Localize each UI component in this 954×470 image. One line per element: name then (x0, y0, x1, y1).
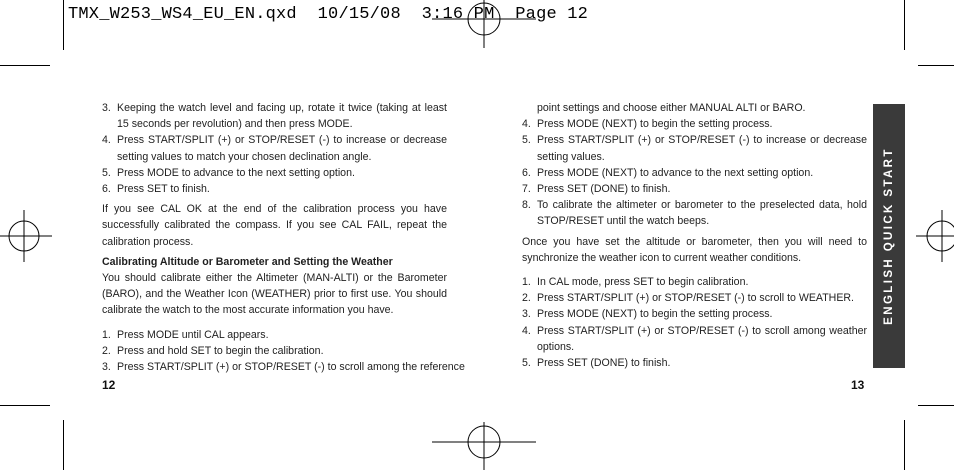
list-item (102, 165, 447, 181)
crop-mark (918, 405, 954, 406)
list-item (102, 343, 447, 359)
list-item-text: In CAL mode, press SET to begin calibration. (537, 276, 749, 289)
altitude-steps-list (102, 327, 465, 376)
crop-mark (63, 420, 64, 470)
left-page-column (102, 100, 465, 375)
registration-mark-right (916, 210, 954, 262)
list-item-number: 1. (522, 276, 531, 289)
right-page-column (522, 100, 867, 371)
list-item-text: Press MODE (NEXT) to begin the setting process. (537, 308, 773, 321)
list-item-number: 3. (102, 361, 111, 374)
list-item-number: 4. (522, 118, 531, 131)
compass-steps-list (102, 100, 447, 197)
list-item-number: 4. (522, 324, 531, 337)
list-item (522, 165, 867, 181)
crop-mark (918, 65, 954, 66)
list-item-number: 5. (102, 166, 111, 179)
list-item (522, 116, 867, 132)
crop-mark (0, 405, 50, 406)
list-item-text: Press SET (DONE) to finish. (537, 357, 671, 370)
crop-mark (904, 0, 905, 50)
list-item-text: Press SET (DONE) to finish. (537, 183, 671, 196)
list-item-number: 3. (102, 102, 111, 114)
page-number-right: 13 (851, 378, 865, 392)
page-number-left: 12 (102, 378, 116, 392)
list-item-text: Press MODE (NEXT) to begin the setting process. (537, 118, 773, 131)
list-item (102, 132, 447, 164)
list-item-text: To calibrate the altimeter or barometer to the preselected data, hold STOP/RESET until the watch beeps. (537, 199, 867, 228)
registration-mark-bottom (432, 420, 536, 470)
list-item-text: Press START/SPLIT (+) or STOP/RESET (-) to scroll among the reference (117, 361, 465, 374)
crop-mark (63, 0, 64, 50)
list-item-number: 3. (522, 308, 531, 321)
list-item-number: 7. (522, 183, 531, 196)
calibration-intro-paragraph: You should calibrate either the Altimeter (MAN-ALTI) or the Barometer (BARO), and the Weather Icon (WEATHER) prior to first use. You should calibrate the watch to the most accurate information you have. (102, 272, 447, 317)
list-item (102, 181, 447, 197)
list-item-text: Press START/SPLIT (+) or STOP/RESET (-) to increase or decrease setting values to match your chosen declination angle. (117, 134, 447, 163)
section-heading: Calibrating Altitude or Barometer and Setting the Weather (102, 255, 393, 268)
list-item-number: 6. (522, 166, 531, 179)
list-item-text: Press and hold SET to begin the calibration. (117, 344, 324, 357)
list-item-text: Press SET to finish. (117, 183, 210, 196)
list-item-number: 8. (522, 199, 531, 212)
calibration-result-paragraph: If you see CAL OK at the end of the calibration process you have successfully calibrated the compass. If you see CAL FAIL, repeat the calibration process. (102, 203, 447, 248)
list-item (522, 306, 867, 322)
list-item-number: 5. (522, 134, 531, 147)
list-item (522, 355, 867, 371)
list-item (522, 290, 867, 306)
weather-sync-paragraph: Once you have set the altitude or barometer, then you will need to synchronize the weather icon to current weather conditions. (522, 235, 867, 264)
continued-step-text: point settings and choose either MANUAL ALTI or BARO. (537, 102, 806, 114)
registration-mark-left (0, 210, 52, 262)
list-item-number: 4. (102, 134, 111, 147)
list-item (102, 359, 465, 375)
list-item-text: Press START/SPLIT (+) or STOP/RESET (-) to scroll among weather options. (537, 324, 867, 353)
list-item (522, 132, 867, 164)
list-item-text: Press MODE (NEXT) to advance to the next setting option. (537, 166, 814, 179)
side-tab-label: ENGLISH QUICK START (883, 147, 895, 325)
list-item-number: 1. (102, 328, 111, 341)
list-item-number: 2. (102, 344, 111, 357)
section-side-tab (873, 104, 905, 368)
list-item (522, 197, 867, 229)
file-slug: TMX_W253_WS4_EU_EN.qxd 10/15/08 3:16 PM Page 12 (68, 5, 589, 24)
list-item-number: 2. (522, 292, 531, 305)
list-item (102, 100, 447, 132)
list-item (522, 323, 867, 355)
list-item-text: Press MODE to advance to the next setting option. (117, 166, 355, 179)
list-item (522, 181, 867, 197)
crop-mark (0, 65, 50, 66)
list-item-text: Press START/SPLIT (+) or STOP/RESET (-) to scroll to WEATHER. (537, 292, 854, 305)
list-item-number: 6. (102, 183, 111, 196)
crop-mark (904, 420, 905, 470)
list-item-number: 5. (522, 357, 531, 370)
list-item-text: Keeping the watch level and facing up, rotate it twice (taking at least 15 seconds per revolution) and then press MODE. (117, 102, 447, 131)
list-item (522, 274, 867, 290)
registration-mark-top (432, 0, 536, 50)
list-item (102, 327, 447, 343)
list-item-text: Press START/SPLIT (+) or STOP/RESET (-) to increase or decrease setting values. (537, 134, 867, 163)
weather-steps-list (522, 274, 867, 371)
setting-steps-list (522, 116, 867, 229)
list-item-text: Press MODE until CAL appears. (117, 328, 269, 341)
